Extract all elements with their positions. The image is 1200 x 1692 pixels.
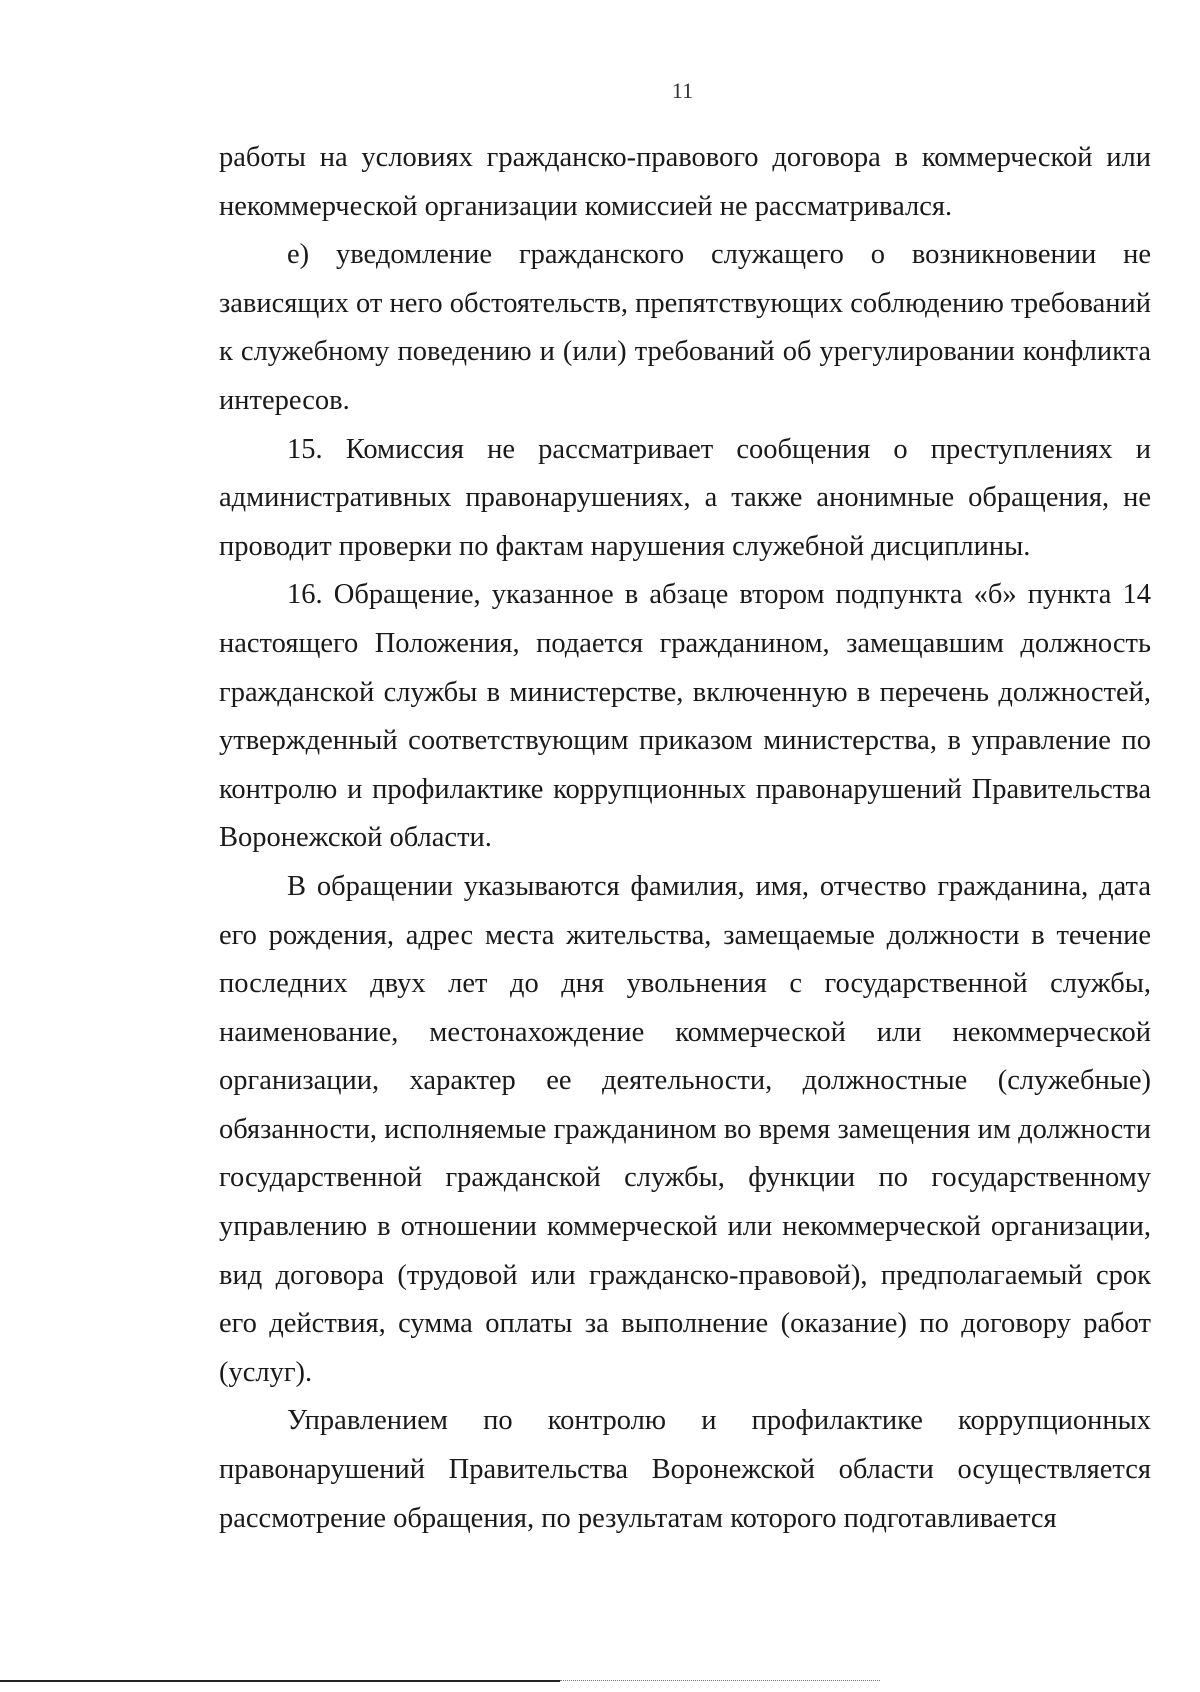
paragraph-appeal-contents: В обращении указываются фамилия, имя, отчество гражданина, дата его рождения, адрес места жительства, замещаемые должности в течение последних двух лет до дня увольнения с государственной службы, наименование, местонахождение коммерческой или некоммерческой организации, характер ее деятельности, должностные (служебные) обязанности, исполняемые гражданином во время замещения им должности государственной гражданской службы, функции по государственному управлению в отношении коммерческой или некоммерческой организации, вид договора (трудовой или гражданско-правовой), предполагаемый срок его действия, сумма оплаты за выполнение (оказание) по договору работ (услуг). bbox=[219, 870, 1151, 1388]
paragraph-continuation: работы на условиях гражданско-правового договора в коммерческой или некоммерческой организации комиссией не рассматривался. bbox=[219, 142, 1151, 222]
paragraph-appeal-review: Управлением по контролю и профилактике коррупционных правонарушений Правительства Воронежской области осуществляется рассмотрение обращения, по результатам которого подготавливается bbox=[219, 1405, 1151, 1534]
paragraph-clause-15: 15. Комиссия не рассматривает сообщения о преступлениях и административных правонарушениях, а также анонимные обращения, не проводит проверки по фактам нарушения служебной дисциплины. bbox=[219, 433, 1151, 562]
paragraph-clause-16: 16. Обращение, указанное в абзаце втором подпункта «б» пункта 14 настоящего Положения, подается гражданином, замещавшим должность гражданской службы в министерстве, включенную в перечень должностей, утвержденный соответствующим приказом министерства, в управление по контролю и профилактике коррупционных правонарушений Правительства Воронежской области. bbox=[219, 579, 1151, 854]
page-number: 11 bbox=[671, 78, 694, 103]
page-bottom-rule-faint bbox=[560, 1680, 880, 1681]
paragraph-item-e: е) уведомление гражданского служащего о возникновении не зависящих от него обстоятельств, препятствующих соблюдению требований к служебному поведению и (или) требований об урегулировании конфликта интересов. bbox=[219, 239, 1151, 416]
document-body bbox=[219, 134, 1151, 1543]
page-bottom-rule bbox=[0, 1680, 560, 1682]
